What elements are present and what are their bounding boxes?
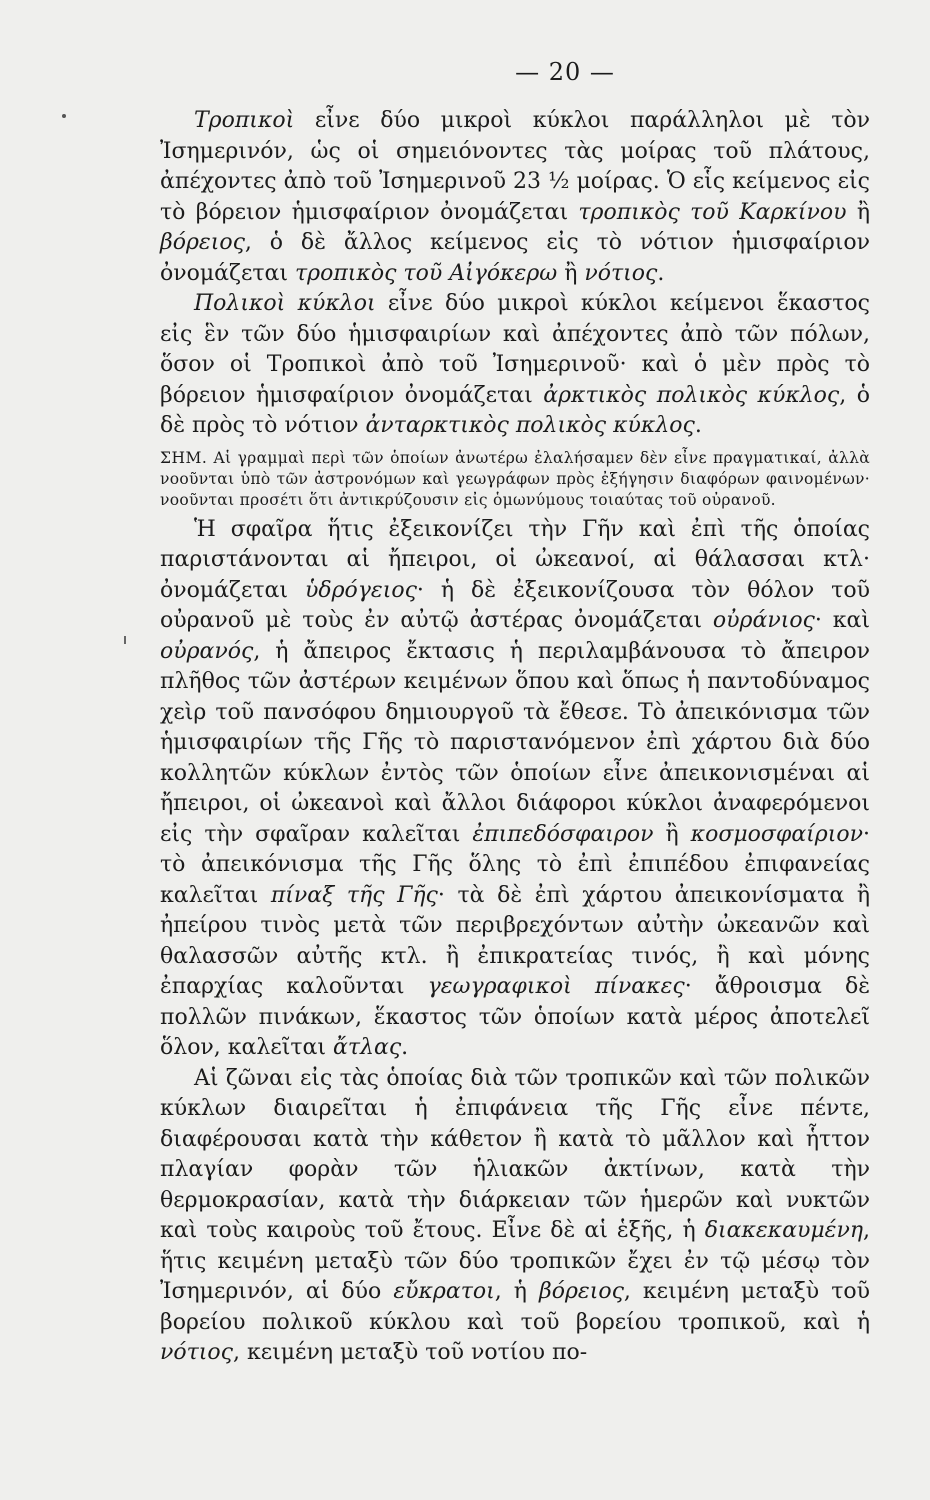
text-run: · τὰ δὲ ἐπὶ χάρτου ἀπεικονίσματα ἢ ἠπείρου τινὸς μετὰ τῶν περιβρεχόντων αὐτὴν ὠκεανῶν καὶ θαλασσῶν αὐτῆς κτλ. ἢ ἐπικρατείας τινός, ἢ καὶ μόνης ἐπαρχίας καλοῦνται	[160, 882, 871, 999]
italic-term: τροπικὸς τοῦ Αἰγόκερω	[295, 260, 558, 286]
text-run: · τὸ ἀπεικόνισμα τῆς Γῆς ὅλης τὸ ἐπὶ ἐπιπέδου ἐπιφανείας καλεῖται	[160, 821, 870, 908]
text-run: · ἄθροισμα δὲ πολλῶν πινάκων, ἕκαστος τῶν ὁποίων κατὰ μέρος ἀποτελεῖ ὅλον, καλεῖται	[160, 974, 871, 1060]
paragraph-tropics	[160, 106, 870, 289]
footnote-text: Αἱ γραμμαὶ περὶ τῶν ὁποίων ἀνωτέρω ἐλαλήσαμεν δὲν εἶνε πραγματικαί, ἀλλὰ νοοῦνται ὑπὸ τῶν ἀστρονόμων καὶ γεωγράφων πρὸς ἐξήγησιν διαφόρων φαινομένων· νοοῦνται προσέτι ὅτι ἀντικρύζουσιν εἰς ὁμωνύμους τοιαύτας τοῦ οὐρανοῦ.	[160, 448, 870, 509]
italic-term: ἀρκτικὸς πολικὸς κύκλος	[543, 382, 840, 408]
text-run: , κειμένη μεταξὺ τοῦ νοτίου πο-	[232, 1340, 588, 1365]
italic-term: βόρειος	[539, 1279, 624, 1304]
italic-term: ἐπιπεδόσφαιρον	[472, 821, 654, 847]
text-run: , ὁ δὲ ἄλλος κείμενος εἰς τὸ νότιον ἡμισφαίριον ὀνομάζεται	[160, 230, 870, 286]
italic-term: τροπικὸς τοῦ Καρκίνου	[578, 199, 847, 225]
page-number: — 20 —	[515, 58, 615, 86]
italic-term: εὔκρατοι	[393, 1279, 495, 1304]
text-run: , ἥτις κειμένη μεταξὺ τῶν δύο τροπικῶν ἔχει ἐν τῷ μέσῳ τὸν Ἰσημερινόν, αἱ δύο	[160, 1218, 870, 1304]
text-run: .	[657, 260, 665, 286]
text-run: εἶνε δύο μικροὶ κύκλοι κείμενοι ἕκαστος εἰς ἓν τῶν δύο ἡμισφαιρίων καὶ ἀπέχοντες ἀπὸ τῶν πόλων, ὅσον οἱ Τροπικοὶ ἀπὸ τοῦ Ἰσημερινοῦ· καὶ ὁ μὲν πρὸς τὸ βόρειον ἡμισφαίριον ὀνομάζεται	[160, 291, 870, 408]
italic-term: ἀνταρκτικὸς πολικὸς κύκλος	[365, 413, 695, 438]
italic-term: βόρειος	[160, 230, 245, 255]
text-run: · ἡ δὲ ἐξεικονίζουσα τὸν θόλον τοῦ οὐρανοῦ μὲ τοὺς ἐν αὐτῷ ἀστέρας ὀνομάζεται	[160, 577, 870, 633]
text-run: εἶνε δύο μικροὶ κύκλοι παράλληλοι μὲ τὸν Ἰσημερινόν, ὡς οἱ σημειόνοντες τὰς μοίρας τοῦ πλάτους, ἀπέχοντες ἀπὸ τοῦ Ἰσημερινοῦ 23 ½ μοίρας. Ὁ εἷς κείμενος εἰς τὸ βόρειον ἡμισφαίριον ὀνομάζεται	[160, 108, 870, 225]
ink-speck	[62, 114, 66, 118]
italic-term: Τροπικοὶ	[194, 108, 295, 133]
paragraph-polar-circles	[160, 289, 870, 442]
italic-term: πίναξ τῆς Γῆς	[270, 882, 438, 908]
italic-term: νότιος	[160, 1340, 233, 1365]
footnote	[160, 448, 870, 511]
italic-term: κοσμοσφαίριον	[690, 821, 863, 847]
italic-term: γεωγραφικοὶ πίνακες	[427, 974, 685, 999]
italic-term: οὐράνιος	[712, 608, 815, 633]
text-run: .	[401, 1035, 409, 1060]
italic-term: ὑδρόγειος	[304, 577, 417, 603]
text-run: · καὶ	[814, 608, 871, 633]
footnote-label: ΣΗΜ.	[160, 448, 208, 467]
italic-term: διακεκαυμένη	[704, 1218, 863, 1243]
text-run: Αἱ ζῶναι εἰς τὰς ὁποίας διὰ τῶν τροπικῶν καὶ τῶν πολικῶν κύκλων διαιρεῖται ἡ ἐπιφάνεια τῆς Γῆς εἶνε πέντε, διαφέρουσαι κατὰ τὴν κάθετον ἢ κατὰ τὸ μᾶλλον καὶ ἧττον πλαγίαν φορὰν τῶν ἡλιακῶν ἀκτίνων, κατὰ τὴν θερμοκρασίαν, κατὰ τὴν διάρκειαν τῶν ἡμερῶν καὶ νυκτῶν καὶ τοὺς καιροὺς τοῦ ἔτους. Εἶνε δὲ αἱ ἑξῆς, ἡ	[160, 1065, 870, 1243]
text-run: Ἡ σφαῖρα ἥτις ἐξεικονίζει τὴν Γῆν καὶ ἐπὶ τῆς ὁποίας παριστάνονται αἱ ἤπειροι, οἱ ὠκεανοί, αἱ θάλασσαι κτλ· ὀνομάζεται	[160, 516, 870, 603]
text-run: , ὁ δὲ πρὸς τὸ νότιον	[160, 382, 871, 438]
page-body	[160, 106, 870, 1369]
italic-term: οὐρανός	[160, 638, 254, 664]
text-run: .	[694, 413, 702, 438]
paragraph-globe-and-maps	[160, 515, 870, 1064]
text-run: ἢ	[557, 260, 585, 286]
italic-term: νότιος	[584, 260, 658, 286]
paragraph-zones	[160, 1064, 870, 1369]
margin-mark	[124, 636, 126, 644]
text-run: ἢ	[653, 821, 691, 847]
italic-term: Πολικοὶ κύκλοι	[194, 291, 376, 316]
text-run: , ἡ ἄπειρος ἔκτασις ἡ περιλαμβάνουσα τὸ ἄπειρον πλῆθος τῶν ἀστέρων κειμένων ὅπου καὶ ὅπως ἡ παντοδύναμος χεὶρ τοῦ πανσόφου δημιουργοῦ τὰ ἔθεσε. Τὸ ἀπεικόνισμα τῶν ἡμισφαιρίων τῆς Γῆς τὸ παριστανόμενον ἐπὶ χάρτου διὰ δύο κολλητῶν κύκλων ἐντὸς τῶν ὁποίων εἶνε ἀπεικονισμέναι αἱ ἤπειροι, οἱ ὠκεανοὶ καὶ ἄλλοι διάφοροι κύκλοι ἀναφερόμενοι εἰς τὴν σφαῖραν καλεῖται	[160, 638, 870, 847]
text-run: ἢ	[846, 199, 871, 225]
text-run: , ἡ	[494, 1279, 539, 1304]
text-run: , κειμένη μεταξὺ τοῦ βορείου πολικοῦ κύκλου καὶ τοῦ βορείου τροπικοῦ, καὶ ἡ	[160, 1279, 870, 1335]
italic-term: ἄτλας	[333, 1035, 402, 1060]
